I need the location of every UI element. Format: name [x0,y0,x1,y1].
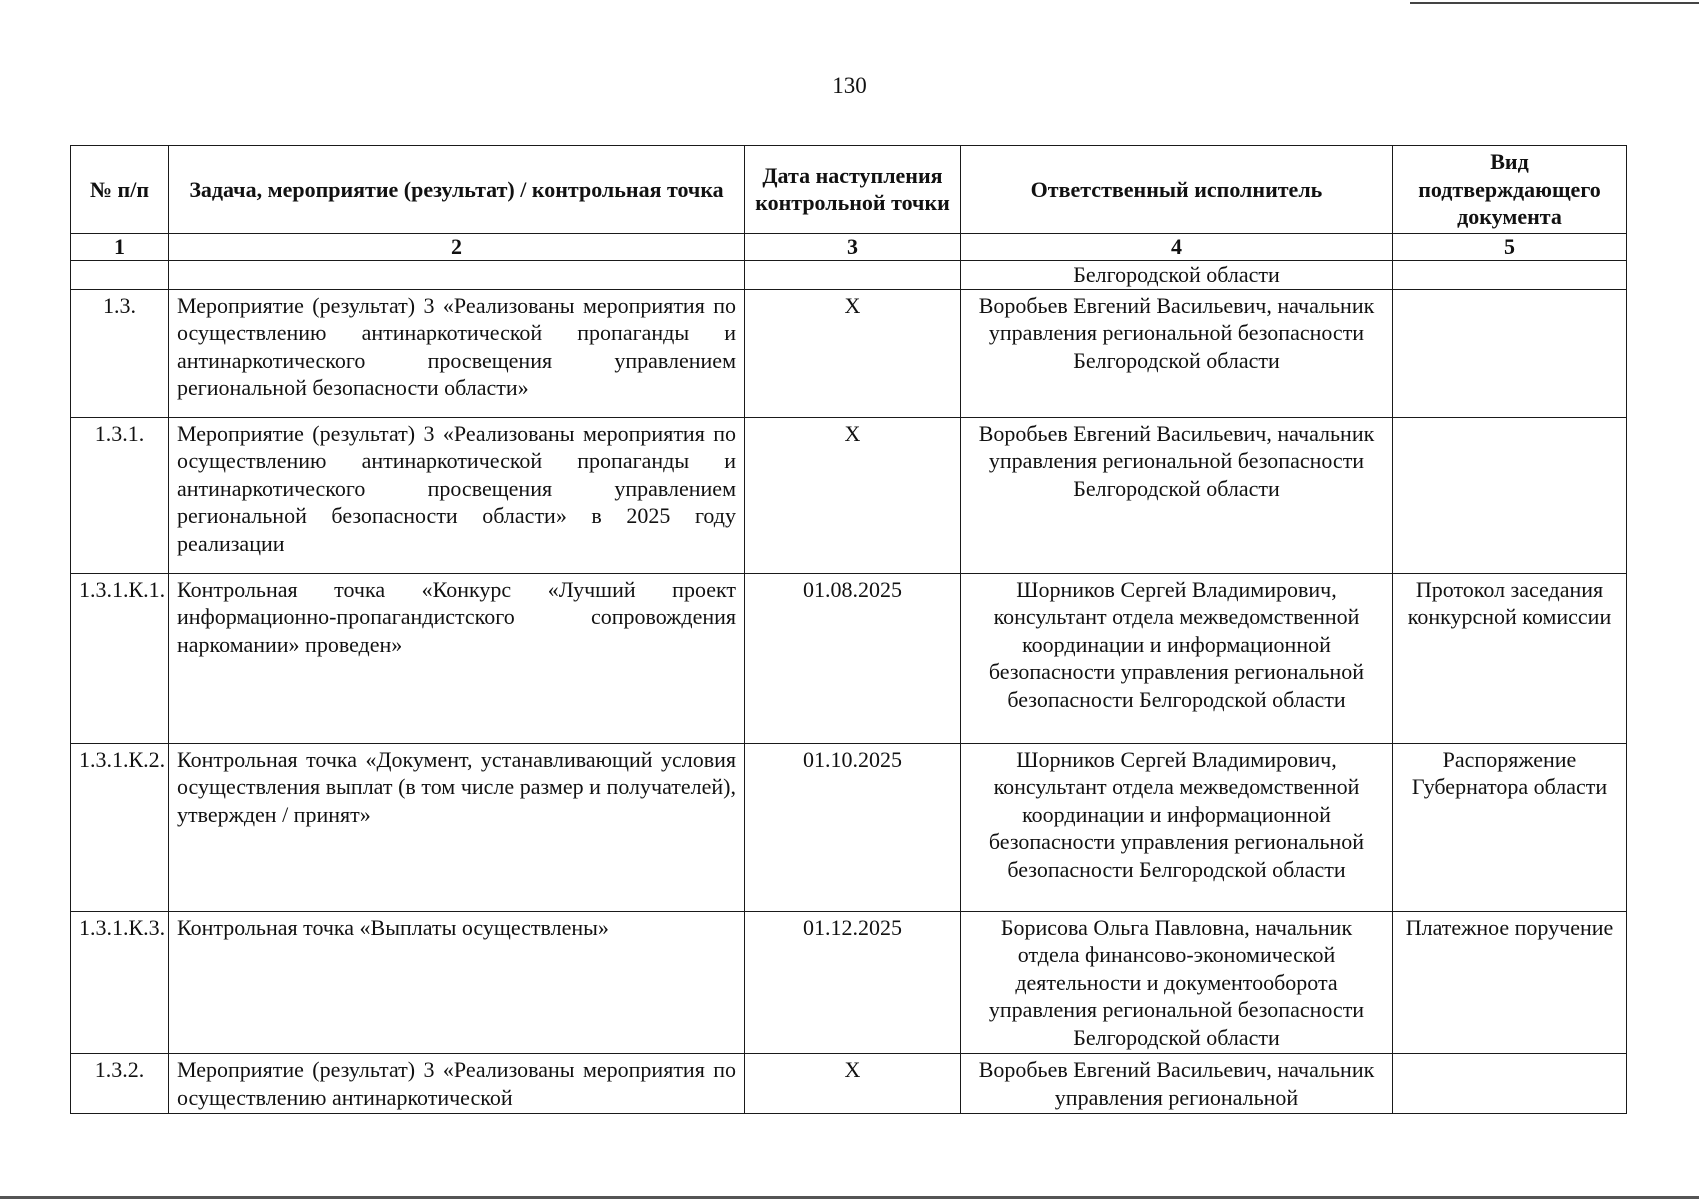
header-date: Дата наступления контрольной точки [745,146,961,234]
row-task: Контрольная точка «Документ, устанавливающий условия осуществления выплат (в том числе размер и получателей), утвержден / принят» [169,743,745,911]
continuation-text: Белгородской области [961,260,1393,289]
row-document [1393,289,1627,417]
row-number: 1.3.1.К.3. [71,911,169,1054]
column-number-row [71,233,1627,260]
row-date: X [745,1054,961,1114]
row-date: 01.08.2025 [745,573,961,743]
row-document [1393,1054,1627,1114]
plan-table [70,145,1627,1114]
page-number: 130 [832,73,867,98]
row-document: Распоряжение Губернатора области [1393,743,1627,911]
header-number: № п/п [71,146,169,234]
table-cell [745,260,961,289]
table-header-row [71,146,1627,234]
row-number: 1.3. [71,289,169,417]
row-task: Контрольная точка «Выплаты осуществлены» [169,911,745,1054]
row-responsible: Воробьев Евгений Васильевич, начальник управления региональной [961,1054,1393,1114]
row-date: 01.12.2025 [745,911,961,1054]
table-row [71,911,1627,1054]
row-responsible: Шорников Сергей Владимирович, консультант отдела межведомственной координации и информационной безопасности управления региональной безопасности Белгородской области [961,743,1393,911]
scan-edge-line [1410,2,1699,4]
table-cell [1393,260,1627,289]
table-row [71,743,1627,911]
row-document: Платежное поручение [1393,911,1627,1054]
row-responsible: Борисова Ольга Павловна, начальник отдела финансово-экономической деятельности и документооборота управления региональной безопасности Белгородской области [961,911,1393,1054]
table-row [71,573,1627,743]
row-responsible: Воробьев Евгений Васильевич, начальник управления региональной безопасности Белгородской области [961,289,1393,417]
continuation-row [71,260,1627,289]
table-cell [169,260,745,289]
header-document: Вид подтверждающего документа [1393,146,1627,234]
row-task: Мероприятие (результат) 3 «Реализованы мероприятия по осуществлению антинаркотической [169,1054,745,1114]
scan-bottom-edge [0,1196,1699,1199]
row-number: 1.3.1.К.1. [71,573,169,743]
row-responsible: Шорников Сергей Владимирович, консультант отдела межведомственной координации и информационной безопасности управления региональной безопасности Белгородской области [961,573,1393,743]
row-date: X [745,417,961,573]
row-date: X [745,289,961,417]
table-row [71,1054,1627,1114]
column-number: 2 [169,233,745,260]
table-cell [71,260,169,289]
row-task: Контрольная точка «Конкурс «Лучший проект информационно-пропагандистского сопровождения наркомании» проведен» [169,573,745,743]
row-number: 1.3.1.К.2. [71,743,169,911]
row-document: Протокол заседания конкурсной комиссии [1393,573,1627,743]
row-task: Мероприятие (результат) 3 «Реализованы мероприятия по осуществлению антинаркотической пропаганды и антинаркотического просвещения управлением региональной безопасности области» [169,289,745,417]
column-number: 3 [745,233,961,260]
table-row [71,417,1627,573]
header-task: Задача, мероприятие (результат) / контрольная точка [169,146,745,234]
row-number: 1.3.2. [71,1054,169,1114]
row-date: 01.10.2025 [745,743,961,911]
table-row [71,289,1627,417]
row-task: Мероприятие (результат) 3 «Реализованы мероприятия по осуществлению антинаркотической пропаганды и антинаркотического просвещения управлением региональной безопасности области» в 2025 году реализации [169,417,745,573]
row-document [1393,417,1627,573]
row-responsible: Воробьев Евгений Васильевич, начальник управления региональной безопасности Белгородской области [961,417,1393,573]
header-responsible: Ответственный исполнитель [961,146,1393,234]
column-number: 4 [961,233,1393,260]
column-number: 1 [71,233,169,260]
row-number: 1.3.1. [71,417,169,573]
column-number: 5 [1393,233,1627,260]
